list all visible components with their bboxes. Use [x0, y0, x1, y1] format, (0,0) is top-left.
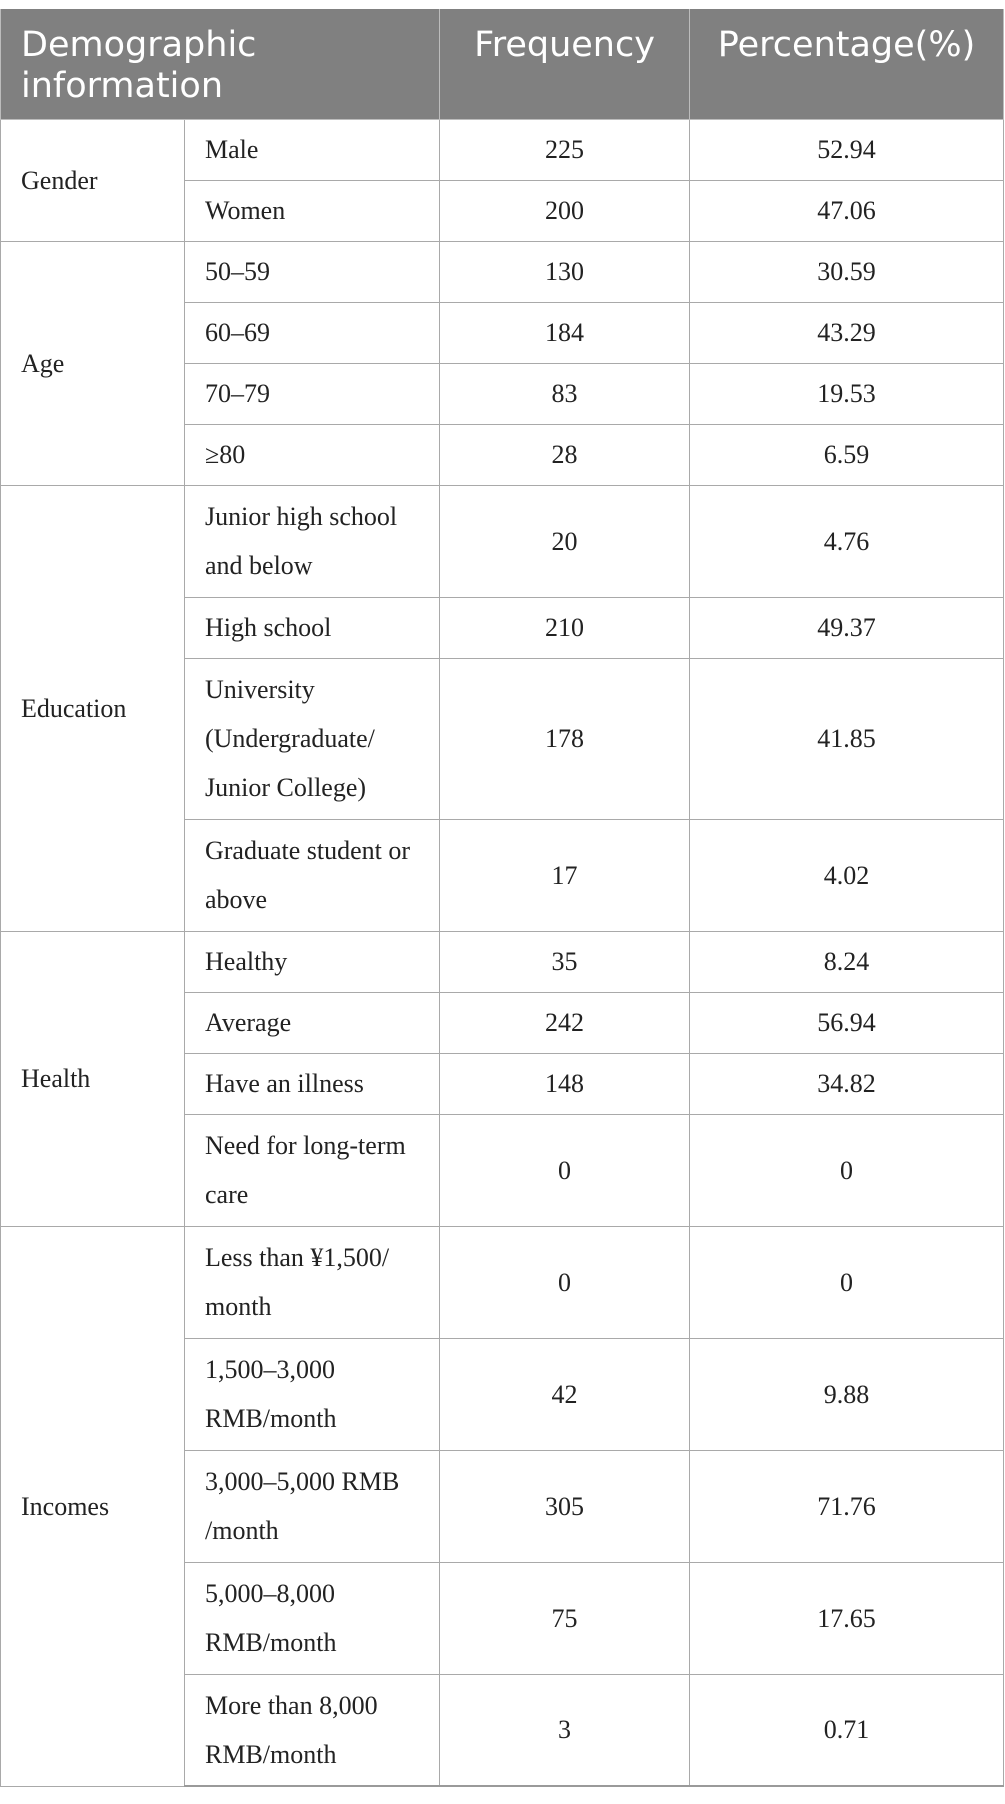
header-demographic-information: Demographic information: [1, 9, 440, 119]
percentage-cell: 56.94: [690, 992, 1004, 1053]
frequency-cell: 225: [440, 119, 690, 180]
demographics-table-container: [0, 9, 1003, 1787]
percentage-cell: 52.94: [690, 119, 1004, 180]
item-cell: ≥80: [185, 424, 440, 485]
percentage-cell: 34.82: [690, 1053, 1004, 1114]
item-cell: 1,500–3,000 RMB/month: [185, 1338, 440, 1450]
percentage-cell: 0: [690, 1114, 1004, 1226]
category-incomes: Incomes: [1, 1226, 185, 1786]
frequency-cell: 35: [440, 931, 690, 992]
frequency-cell: 200: [440, 180, 690, 241]
item-cell: Less than ¥1,500/ month: [185, 1226, 440, 1338]
percentage-cell: 19.53: [690, 363, 1004, 424]
category-age: Age: [1, 241, 185, 485]
table-row: [1, 119, 1004, 180]
frequency-cell: 130: [440, 241, 690, 302]
percentage-cell: 17.65: [690, 1562, 1004, 1674]
category-education: Education: [1, 485, 185, 931]
frequency-cell: 42: [440, 1338, 690, 1450]
frequency-cell: 3: [440, 1674, 690, 1786]
frequency-cell: 184: [440, 302, 690, 363]
header-row: [1, 9, 1004, 119]
header-percentage: Percentage(%): [690, 9, 1004, 119]
percentage-cell: 0: [690, 1226, 1004, 1338]
frequency-cell: 17: [440, 819, 690, 931]
frequency-cell: 83: [440, 363, 690, 424]
percentage-cell: 0.71: [690, 1674, 1004, 1786]
table-header: [1, 9, 1004, 119]
frequency-cell: 148: [440, 1053, 690, 1114]
item-cell: Have an illness: [185, 1053, 440, 1114]
percentage-cell: 47.06: [690, 180, 1004, 241]
percentage-cell: 6.59: [690, 424, 1004, 485]
item-cell: Graduate student or above: [185, 819, 440, 931]
percentage-cell: 41.85: [690, 658, 1004, 819]
item-cell: Junior high school and below: [185, 485, 440, 597]
percentage-cell: 9.88: [690, 1338, 1004, 1450]
percentage-cell: 4.02: [690, 819, 1004, 931]
frequency-cell: 305: [440, 1450, 690, 1562]
percentage-cell: 30.59: [690, 241, 1004, 302]
category-gender: Gender: [1, 119, 185, 241]
item-cell: Healthy: [185, 931, 440, 992]
percentage-cell: 43.29: [690, 302, 1004, 363]
item-cell: University (Undergraduate/ Junior College): [185, 658, 440, 819]
category-health: Health: [1, 931, 185, 1226]
percentage-cell: 71.76: [690, 1450, 1004, 1562]
frequency-cell: 178: [440, 658, 690, 819]
table-body: [1, 119, 1004, 1786]
frequency-cell: 75: [440, 1562, 690, 1674]
demographics-table: [0, 9, 1004, 1787]
item-cell: More than 8,000 RMB/month: [185, 1674, 440, 1786]
percentage-cell: 49.37: [690, 597, 1004, 658]
percentage-cell: 4.76: [690, 485, 1004, 597]
frequency-cell: 0: [440, 1226, 690, 1338]
item-cell: 50–59: [185, 241, 440, 302]
frequency-cell: 20: [440, 485, 690, 597]
item-cell: High school: [185, 597, 440, 658]
item-cell: Male: [185, 119, 440, 180]
item-cell: Average: [185, 992, 440, 1053]
frequency-cell: 0: [440, 1114, 690, 1226]
frequency-cell: 242: [440, 992, 690, 1053]
table-row: [1, 485, 1004, 597]
item-cell: 60–69: [185, 302, 440, 363]
item-cell: Need for long-term care: [185, 1114, 440, 1226]
table-row: [1, 931, 1004, 992]
frequency-cell: 210: [440, 597, 690, 658]
item-cell: 5,000–8,000 RMB/month: [185, 1562, 440, 1674]
table-row: [1, 241, 1004, 302]
item-cell: 70–79: [185, 363, 440, 424]
item-cell: 3,000–5,000 RMB /month: [185, 1450, 440, 1562]
percentage-cell: 8.24: [690, 931, 1004, 992]
header-frequency: Frequency: [440, 9, 690, 119]
item-cell: Women: [185, 180, 440, 241]
table-row: [1, 1226, 1004, 1338]
frequency-cell: 28: [440, 424, 690, 485]
